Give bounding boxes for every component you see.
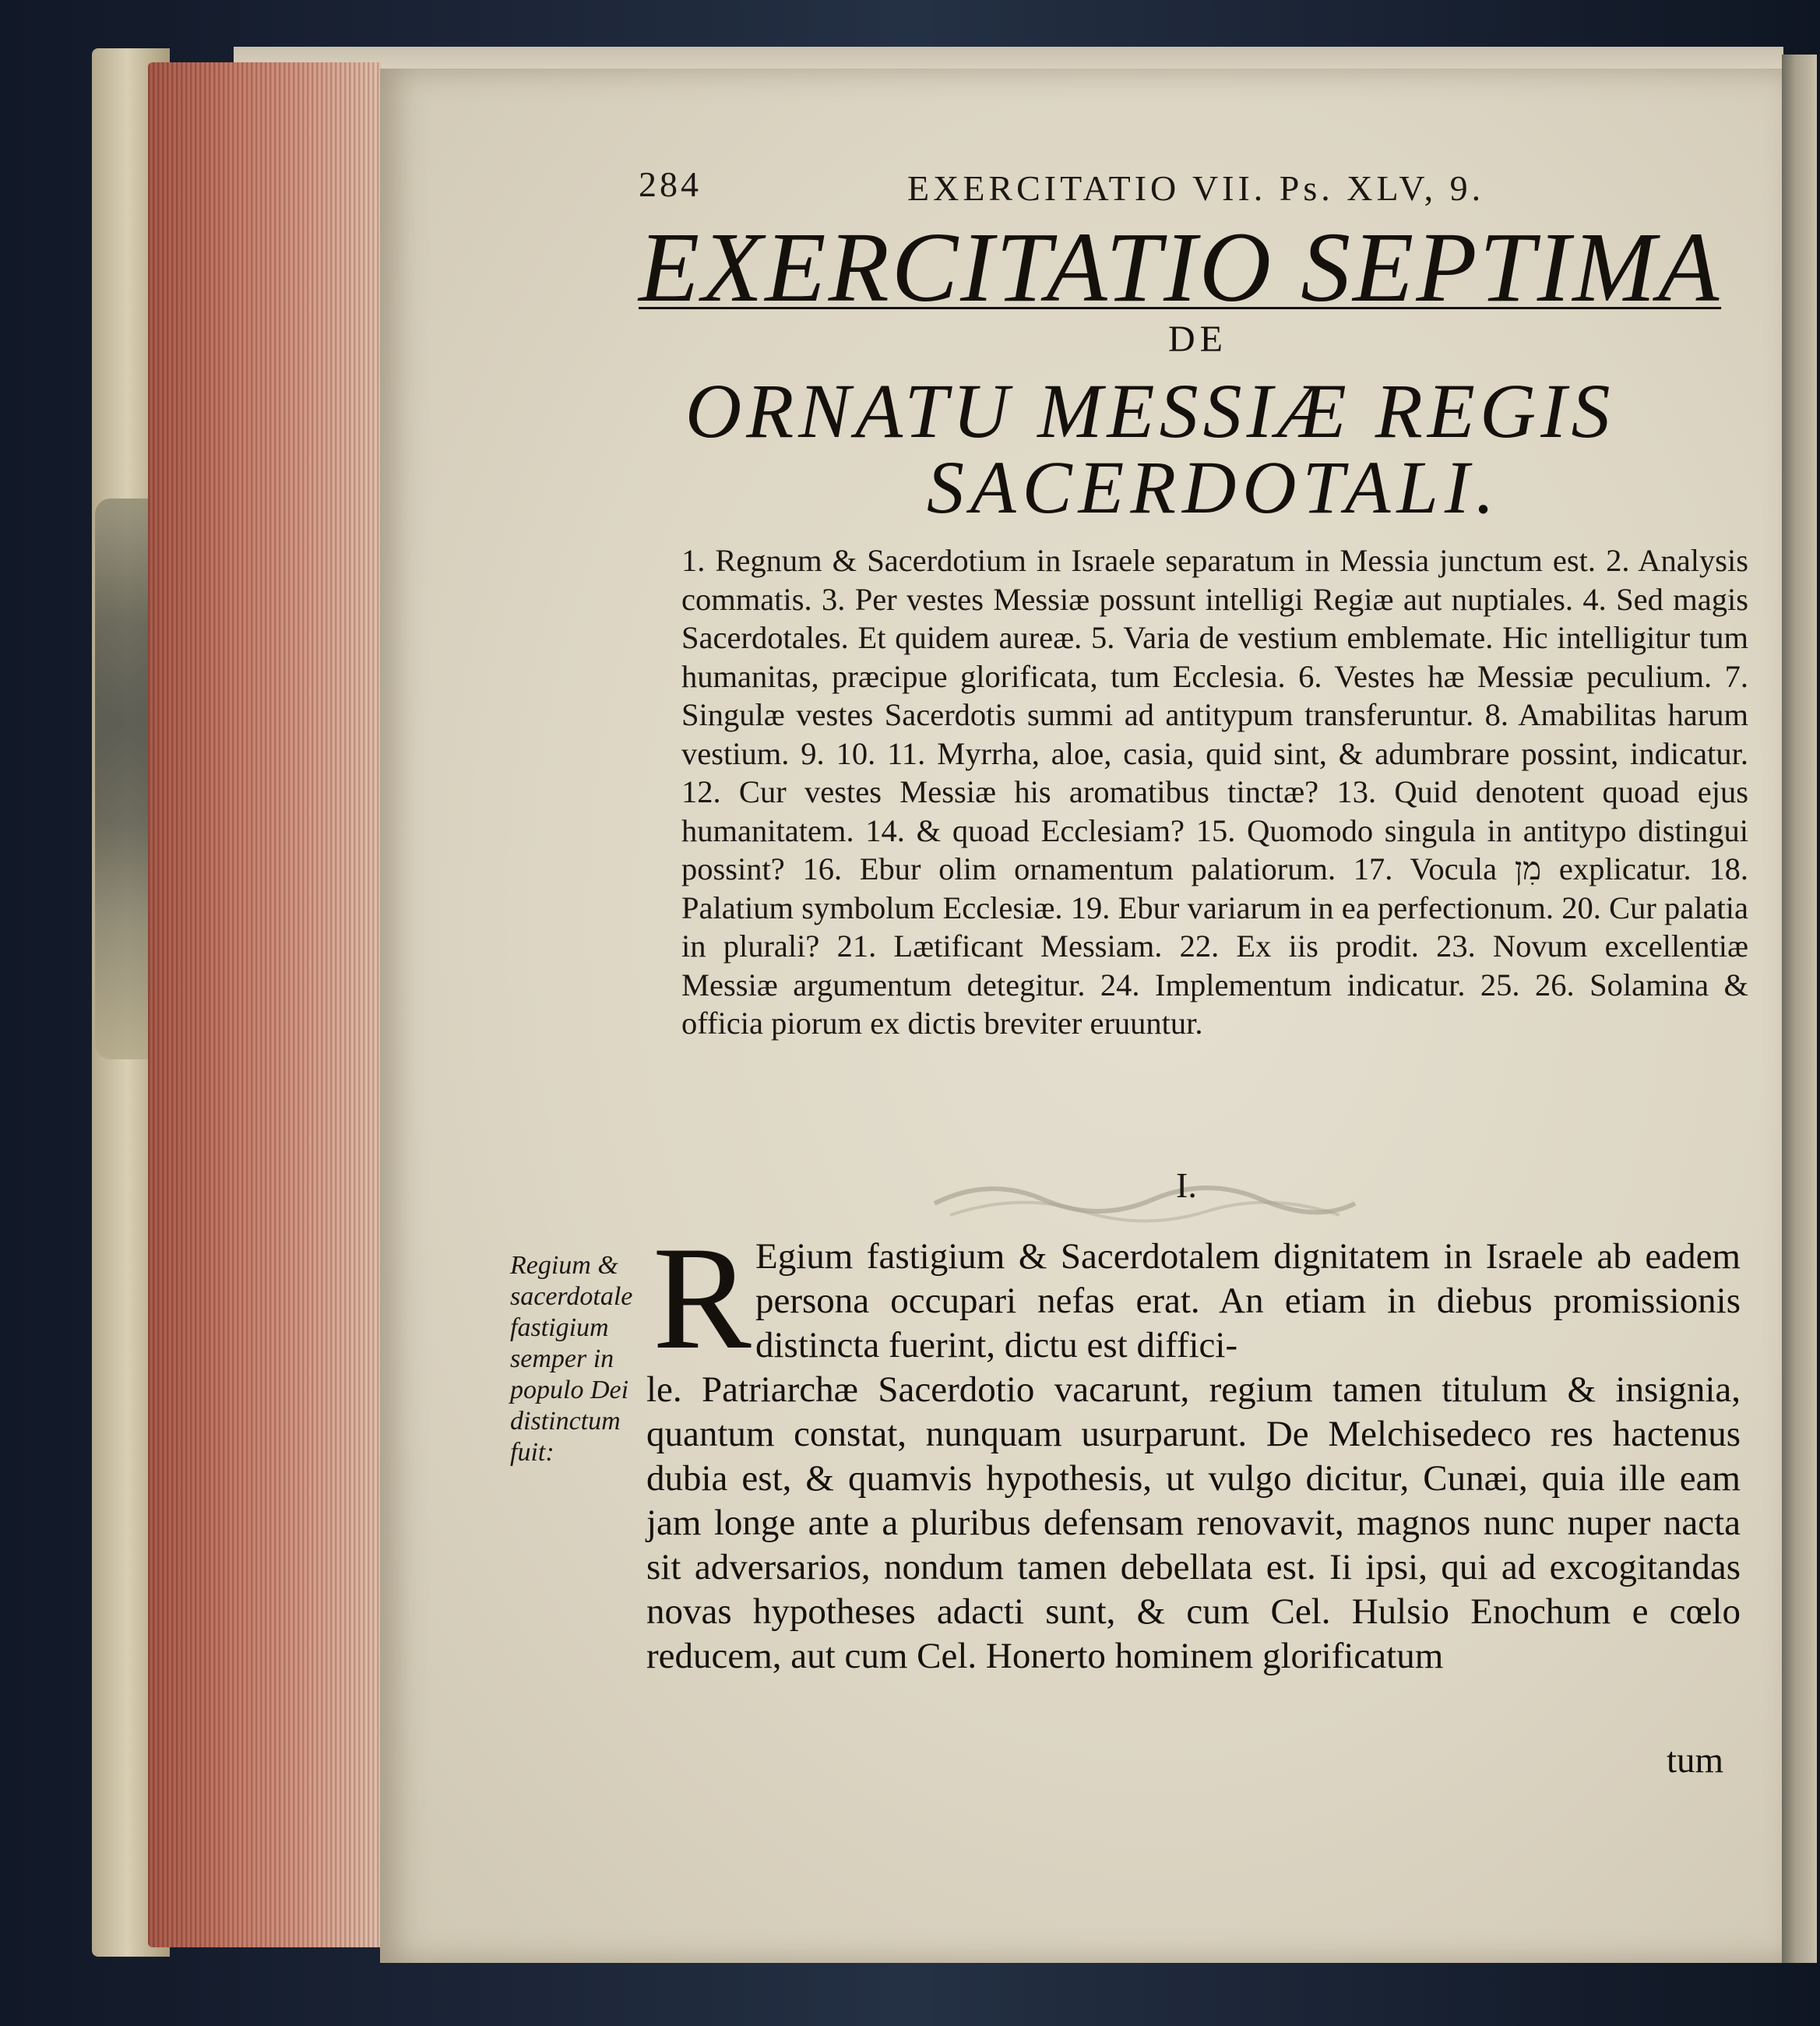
facing-page-edge [1782, 55, 1817, 1963]
title-line-4: SACERDOTALI. [927, 446, 1501, 529]
title-line-1: EXERCITATIO SEPTIMA [639, 212, 1722, 322]
body-text-first-lines: Egium fastigium & Sacerdotalem dignitatem in Israele ab eadem persona occupari nefas erat. An etiam in diebus promissionis distincta fuerint, dictu est diffici- [755, 1236, 1741, 1365]
margin-note: Regium & sacerdotale fastigium semper in populo Dei distinctum fuit: [510, 1251, 633, 1467]
page-number [639, 164, 702, 205]
title-line-2: DE [1168, 319, 1227, 360]
summary-text: 1. Regnum & Sacerdotium in Israele separatum in Messia junctum est. 2. Analysis commatis. 3. Per vestes Messiæ possunt intelligi Regiæ aut nuptiales. 4. Sed magis Sacerdotales. Et quidem aureæ. 5. Varia de vestium emblemate. Hic intelligitur tum humanitas, præcipue glorificata, tum Ecclesia. 6. Vestes hæ Messiæ peculium. 7. Singulæ vestes Sacerdotis summi ad antitypum transferuntur. 8. Amabilitas harum vestium. 9. 10. 11. Myrrha, aloe, casia, quid sint, & adumbrare possint, indicatur. 12. Cur vestes Messiæ his aromatibus tinctæ? 13. Quid denotent quoad ejus humanitatem. 14. & quoad Ecclesiam? 15. Quomodo singula in antitypo distingui possint? 16. Ebur olim ornamentum palatiorum. 17. Vocula מִן explicatur. 18. Palatium symbolum Ecclesiæ. 19. Ebur variarum in ea perfectionum. 20. Cur palatia in plurali? 21. Lætificant Messiam. 22. Ex iis prodit. 23. Novum excellentiæ Messiæ argumentum detegitur. 24. Implementum indicatur. 25. 26. Solamina & officia piorum ex dictis breviter eruuntur. [681, 543, 1748, 1041]
chapter-summary [681, 541, 1748, 1043]
catchword: tum [1667, 1740, 1724, 1781]
page-number-text: 284 [639, 164, 702, 204]
body-text: le. Patriarchæ Sacerdotio vacarunt, regium tamen titulum & insignia, quantum constat, nunquam usurparunt. De Melchisedeco res hactenus dubia est, & quamvis hypothesis, ut vulgo dicitur, Cunæi, quia ille eam jam longe ante a pluribus defensam renovavit, magnos nunc nuper nacta sit adversarios, nondum tamen debellata est. Ii ipsi, qui ad excogitandas novas hypotheses adacti sunt, & cum Cel. Hulsio Enochum e cœlo reducem, aut cum Cel. Honerto hominem glorificatum [646, 1369, 1741, 1676]
section-number: I. [1176, 1165, 1197, 1205]
title-line-3: ORNATU MESSIÆ REGIS [685, 368, 1615, 454]
page-edges [148, 62, 382, 1947]
drop-cap: R [653, 1217, 752, 1380]
headpiece-ornament [927, 1172, 1363, 1227]
running-head: EXERCITATIO VII. Ps. XLV, 9. [907, 168, 1485, 208]
